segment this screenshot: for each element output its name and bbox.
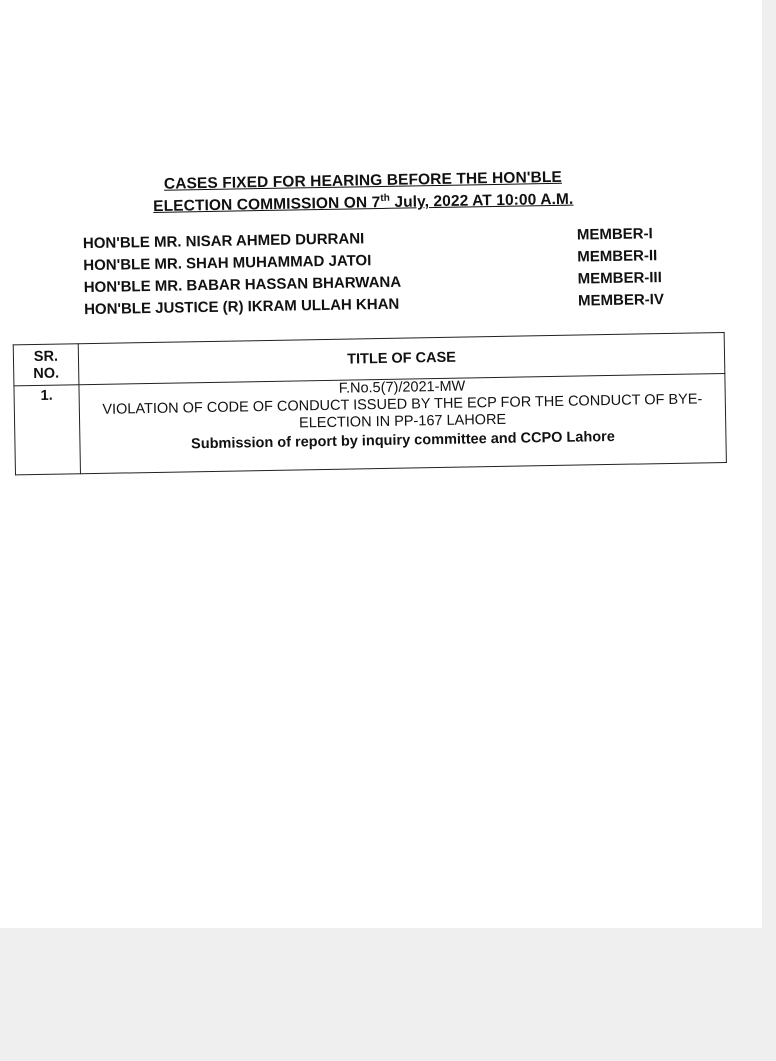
member-role-2: MEMBER-II (577, 247, 658, 266)
header-sr-label: SR. (33, 348, 59, 366)
case-title: VIOLATION OF CODE OF CONDUCT ISSUED BY THE ECP FOR THE CONDUCT OF BYE-ELECTION IN PP-167 LAHORE (102, 391, 703, 432)
table-row (14, 373, 726, 474)
heading-date-superscript: th (380, 192, 391, 204)
member-name-2: HON'BLE MR. SHAH MUHAMMAD JATOI (83, 252, 372, 275)
case-file-number: F.No.5(7)/2021-MW (338, 378, 466, 397)
member-role-4: MEMBER-IV (577, 291, 665, 310)
heading-line-2 (128, 189, 598, 216)
case-subtitle: Submission of report by inquiry committee and CCPO Lahore (190, 428, 615, 453)
heading-date-suffix: July, 2022 AT 10:00 A.M. (389, 190, 574, 211)
heading-line-1: CASES FIXED FOR HEARING BEFORE THE HON'BLE (163, 168, 563, 193)
member-name-4: HON'BLE JUSTICE (R) IKRAM ULLAH KHAN (83, 295, 400, 319)
heading-date-prefix: ELECTION COMMISSION ON 7 (153, 194, 381, 216)
member-name-3: HON'BLE MR. BABAR HASSAN BHARWANA (83, 273, 402, 297)
header-title-of-case: TITLE OF CASE (78, 332, 725, 384)
header-sr-no (13, 344, 79, 386)
member-role-3: MEMBER-III (577, 269, 662, 288)
row-case-details (79, 373, 726, 473)
cases-table (13, 332, 727, 475)
row-sr-no: 1. (14, 385, 81, 475)
member-name-1: HON'BLE MR. NISAR AHMED DURRANI (82, 230, 365, 253)
member-role-1: MEMBER-I (576, 225, 653, 244)
header-no-label: NO. (33, 365, 60, 383)
